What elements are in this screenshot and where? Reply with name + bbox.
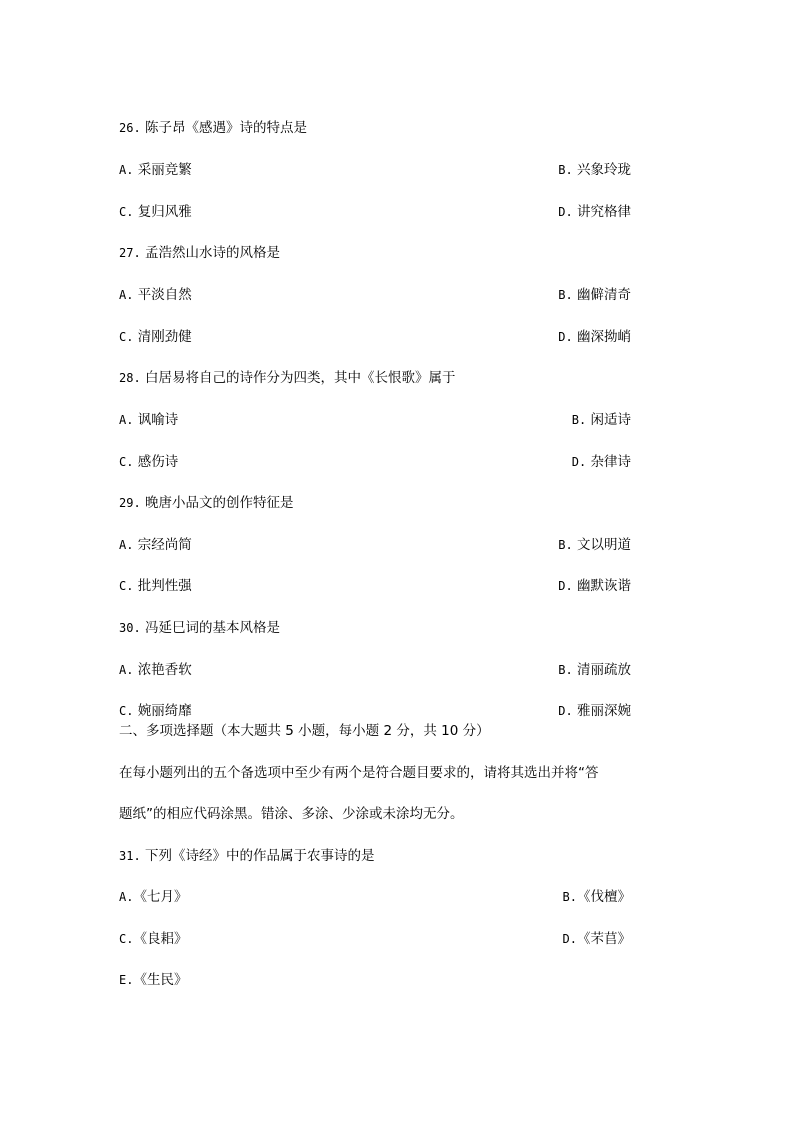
question-27-option-d: [558, 329, 631, 345]
question-number: 30.: [119, 621, 141, 635]
option-text: 复归风雅: [137, 204, 192, 220]
option-label: A.: [119, 163, 134, 177]
option-text: 《生民》: [133, 972, 188, 988]
question-31-option-c: [119, 931, 187, 947]
question-26-option-d: [558, 204, 631, 220]
question-number: 31.: [119, 849, 141, 863]
question-number: 29.: [119, 496, 141, 510]
question-29-option-d: [558, 578, 631, 594]
question-30-option-a: [119, 662, 192, 678]
question-26-stem: [119, 120, 307, 136]
option-label: A.: [119, 288, 134, 302]
option-text: 《芣苢》: [577, 931, 631, 947]
option-label: A.: [119, 890, 134, 904]
question-30-stem: [119, 620, 280, 636]
option-label: B.: [562, 890, 577, 904]
question-text: 白居易将自己的诗作分为四类，其中《长恨歌》属于: [144, 370, 456, 386]
question-28-option-b: [572, 412, 631, 428]
option-text: 幽僻清奇: [577, 287, 631, 303]
question-number: 26.: [119, 121, 141, 135]
section-2-instruction-line-2: 题纸”的相应代码涂黑。错涂、多涂、少涂或未涂均无分。: [119, 806, 464, 822]
option-text: 浓艳香软: [137, 662, 192, 678]
option-label: A.: [119, 538, 134, 552]
option-text: 感伤诗: [137, 454, 179, 470]
section-2-title: 二、多项选择题（本大题共 5 小题，每小题 2 分，共 10 分）: [119, 723, 490, 739]
option-text: 平淡自然: [137, 287, 192, 303]
question-26-option-b: [558, 162, 631, 178]
option-text: 闲适诗: [590, 412, 631, 428]
question-30-option-c: [119, 703, 192, 719]
question-text: 下列《诗经》中的作品属于农事诗的是: [144, 848, 375, 864]
option-label: E.: [119, 973, 134, 987]
question-text: 陈子昂《感遇》诗的特点是: [144, 120, 307, 136]
question-text: 晚唐小品文的创作特征是: [144, 495, 294, 511]
question-26-option-c: [119, 204, 192, 220]
option-label: C.: [119, 455, 134, 469]
option-label: D.: [558, 205, 573, 219]
option-label: D.: [558, 579, 573, 593]
question-number: 27.: [119, 246, 141, 260]
section-2-instruction-line-1: 在每小题列出的五个备选项中至少有两个是符合题目要求的，请将其选出并将“答: [119, 765, 599, 781]
question-30-option-b: [558, 662, 631, 678]
option-text: 文以明道: [577, 537, 631, 553]
question-28-stem: [119, 370, 455, 386]
question-27-option-c: [119, 329, 192, 345]
question-31-stem: [119, 848, 374, 864]
option-text: 《七月》: [133, 889, 188, 905]
question-31-option-b: [563, 889, 631, 905]
question-26-option-a: [119, 162, 192, 178]
question-31-option-a: [119, 889, 187, 905]
question-27-option-b: [558, 287, 631, 303]
option-text: 采丽竞繁: [137, 162, 192, 178]
question-29-option-b: [558, 537, 631, 553]
option-label: C.: [119, 579, 134, 593]
option-text: 清刚劲健: [137, 329, 192, 345]
question-29-option-c: [119, 578, 192, 594]
option-label: D.: [558, 330, 573, 344]
option-label: D.: [562, 932, 577, 946]
option-label: B.: [571, 413, 587, 427]
option-text: 婉丽绮靡: [137, 703, 192, 719]
option-text: 雅丽深婉: [577, 703, 631, 719]
option-text: 宗经尚简: [137, 537, 192, 553]
question-30-option-d: [558, 703, 631, 719]
option-text: 幽默诙谐: [577, 578, 631, 594]
question-31-option-d: [563, 931, 631, 947]
option-text: 幽深拗峭: [577, 329, 631, 345]
question-28-option-a: [119, 412, 178, 428]
question-31-option-e: [119, 972, 187, 988]
question-28-option-d: [572, 454, 631, 470]
option-label: D.: [571, 455, 587, 469]
option-text: 批判性强: [137, 578, 192, 594]
option-label: B.: [558, 663, 573, 677]
option-label: C.: [119, 205, 134, 219]
question-text: 冯延巳词的基本风格是: [144, 620, 280, 636]
option-text: 讽喻诗: [137, 412, 179, 428]
question-29-stem: [119, 495, 293, 511]
option-label: D.: [558, 704, 573, 718]
option-label: A.: [119, 663, 134, 677]
option-text: 讲究格律: [577, 204, 631, 220]
option-label: C.: [119, 330, 134, 344]
question-27-option-a: [119, 287, 192, 303]
option-text: 《伐檀》: [577, 889, 631, 905]
question-text: 孟浩然山水诗的风格是: [144, 245, 280, 261]
option-label: B.: [558, 288, 573, 302]
option-label: A.: [119, 413, 134, 427]
option-label: C.: [119, 704, 134, 718]
option-text: 兴象玲珑: [577, 162, 631, 178]
option-label: C.: [119, 932, 134, 946]
option-text: 清丽疏放: [577, 662, 631, 678]
option-text: 《良耜》: [133, 931, 188, 947]
question-28-option-c: [119, 454, 178, 470]
option-label: B.: [558, 538, 573, 552]
question-29-option-a: [119, 537, 192, 553]
option-text: 杂律诗: [590, 454, 631, 470]
question-number: 28.: [119, 371, 141, 385]
question-27-stem: [119, 245, 280, 261]
option-label: B.: [558, 163, 573, 177]
